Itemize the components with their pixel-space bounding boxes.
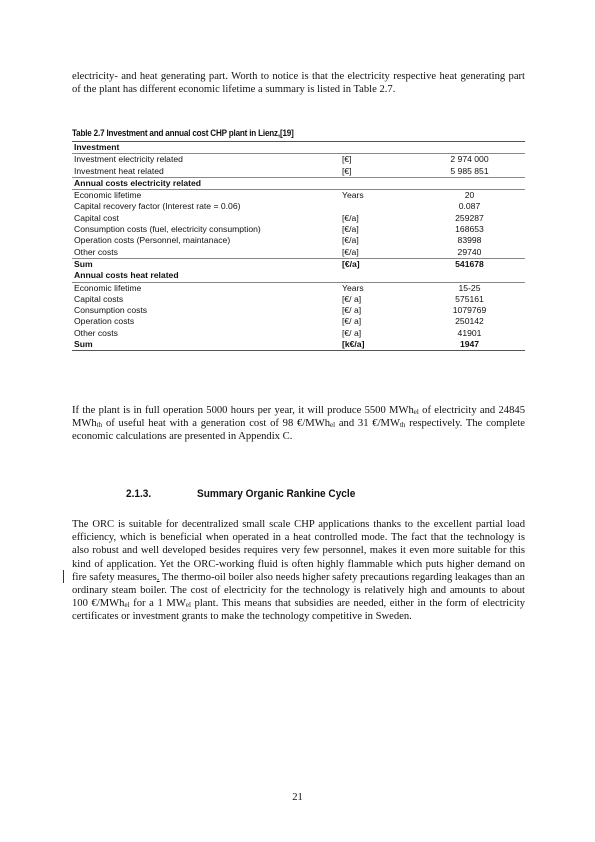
table-cell-unit: [€/ a]: [342, 305, 362, 316]
table-cell-unit: Years: [342, 190, 364, 201]
table-cell-value: 1079769: [452, 305, 487, 316]
table-cell-unit: Years: [342, 282, 364, 293]
table-row: [72, 235, 525, 246]
table-cell-value: 259287: [455, 212, 484, 223]
cost-table: [72, 141, 525, 351]
table-cell-label: Operation costs (Personnel, maintanace): [74, 235, 231, 246]
table-cell-unit: [340, 270, 414, 282]
table-cell-label: Other costs: [74, 246, 118, 257]
table-section-row: [72, 270, 525, 282]
table-row: [72, 247, 525, 259]
revision-change-bar: [63, 570, 64, 583]
section-title: Summary Organic Rankine Cycle: [197, 488, 356, 500]
table-cell-label: Investment: [72, 142, 340, 154]
table-cell-unit: [k€/a]: [340, 339, 414, 351]
table-cell-unit: [€]: [342, 165, 352, 176]
table-cell-value: [414, 270, 525, 282]
table-cell-value: 83998: [457, 235, 482, 246]
table-cell-unit: [€/ a]: [342, 327, 362, 338]
table-cell-unit: [€/a]: [342, 224, 359, 235]
operation-paragraph: If the plant is in full operation 5000 hours per year, it will produce 5500 MWh$_{el}$ of electricity and 24845 MWh$_{th}$ of useful heat with a generation cost of 98 €/MWh$_{el}$ and 31 $€/MW_{th}$ respectively. The complete economic calculations are presented in Appendix C.: [72, 405, 525, 443]
table-cell-unit: [340, 201, 414, 212]
table-cell-value: [414, 177, 525, 189]
table-cell-label: Sum: [72, 339, 340, 351]
table-cell-unit: [€/a]: [342, 235, 359, 246]
table-cell-label: Operation costs: [74, 316, 135, 327]
table-row: [72, 282, 525, 294]
table-cell-unit: [€/a]: [342, 212, 359, 223]
table-cell-label: Investment electricity related: [74, 154, 183, 165]
table-cell-label: Economic lifetime: [74, 190, 142, 201]
table-cell-label: Other costs: [74, 327, 118, 338]
table-sum-row: [72, 339, 525, 351]
table-cell-value: 575161: [455, 293, 484, 304]
table-cell-label: Sum: [72, 258, 340, 270]
table-cell-unit: [340, 142, 414, 154]
table-cell-unit: [€/ a]: [342, 293, 362, 304]
table-row: [72, 213, 525, 224]
table-cell-unit: [€/a]: [342, 246, 359, 257]
table-cell-label: Consumption costs: [74, 305, 148, 316]
table-cell-label: Capital costs: [74, 293, 124, 304]
section-number: 2.1.3.: [126, 488, 152, 500]
table-cell-value: 20: [464, 190, 475, 201]
table-cell-value: 1947: [414, 339, 525, 351]
table-cell-value: 2 974 000: [450, 154, 489, 165]
table-cell-unit: [€/ a]: [342, 316, 362, 327]
table-cell-unit: [€]: [342, 154, 352, 165]
table-cell-value: 250142: [455, 316, 484, 327]
table-row: [72, 328, 525, 339]
table-cell-value: 541678: [414, 258, 525, 270]
table-row: [72, 201, 525, 212]
table-cell-value: 168653: [455, 224, 484, 235]
table-cell-label: Capital cost: [74, 212, 119, 223]
table-cell-label: Annual costs heat related: [72, 270, 340, 282]
table-cell-label: Consumption costs (fuel, electricity consumption): [74, 224, 261, 235]
table-cell-value: 0.087: [458, 201, 481, 212]
table-cell-unit: [€/a]: [340, 258, 414, 270]
table-cell-label: Annual costs electricity related: [72, 177, 340, 189]
table-cell-unit: [340, 177, 414, 189]
table-cell-value: 29740: [457, 246, 482, 257]
table-cell-label: Capital recovery factor (Interest rate = 0.06): [74, 201, 241, 212]
table-cell-label: Economic lifetime: [74, 282, 142, 293]
table-cell-value: 15-25: [458, 282, 481, 293]
summary-paragraph: The ORC is suitable for decentralized small scale CHP applications thanks to the excellent partial load efficiency, which is beneficial when operated in a heat controlled mode. The fact that the technology is also robust and well developed besides requires very few personnel, makes it even more suitable for this kind of application. Yet the ORC-working fluid is often highly flammable which puts higher demand on fire safety measures. The thermo-oil boiler also needs higher safety precautions regarding leakages than an ordinary steam boiler. The cost of electricity for the technology is relatively high and amounts to about 100 €/MWh$_{el}$ for a 1 $MW_{el}$ plant. This means that subsidies are needed, either in the form of electricity certificates or investment grants to make the technology competitive in Sweden.: [72, 519, 525, 623]
page-number: 21: [292, 792, 303, 803]
intro-paragraph: electricity- and heat generating part. Worth to notice is that the electricity respective heat generating part of the plant has different economic lifetime a summary is listed in Table 2.7.: [72, 71, 525, 96]
table-row: [72, 166, 525, 178]
table-row: [72, 316, 525, 327]
table-cell-value: 41901: [457, 327, 482, 338]
table-section-row: [72, 142, 525, 154]
table-cell-value: 5 985 851: [450, 165, 489, 176]
table-cell-value: [414, 142, 525, 154]
table-row: [72, 154, 525, 166]
table-row: [72, 305, 525, 316]
table-row: [72, 190, 525, 202]
table-section-row: [72, 177, 525, 189]
table-cell-label: Investment heat related: [74, 165, 164, 176]
table-sum-row: [72, 258, 525, 270]
table-caption: Table 2.7 Investment and annual cost CHP plant in Lienz,[19]: [72, 128, 294, 138]
table-row: [72, 224, 525, 235]
table-row: [72, 294, 525, 305]
